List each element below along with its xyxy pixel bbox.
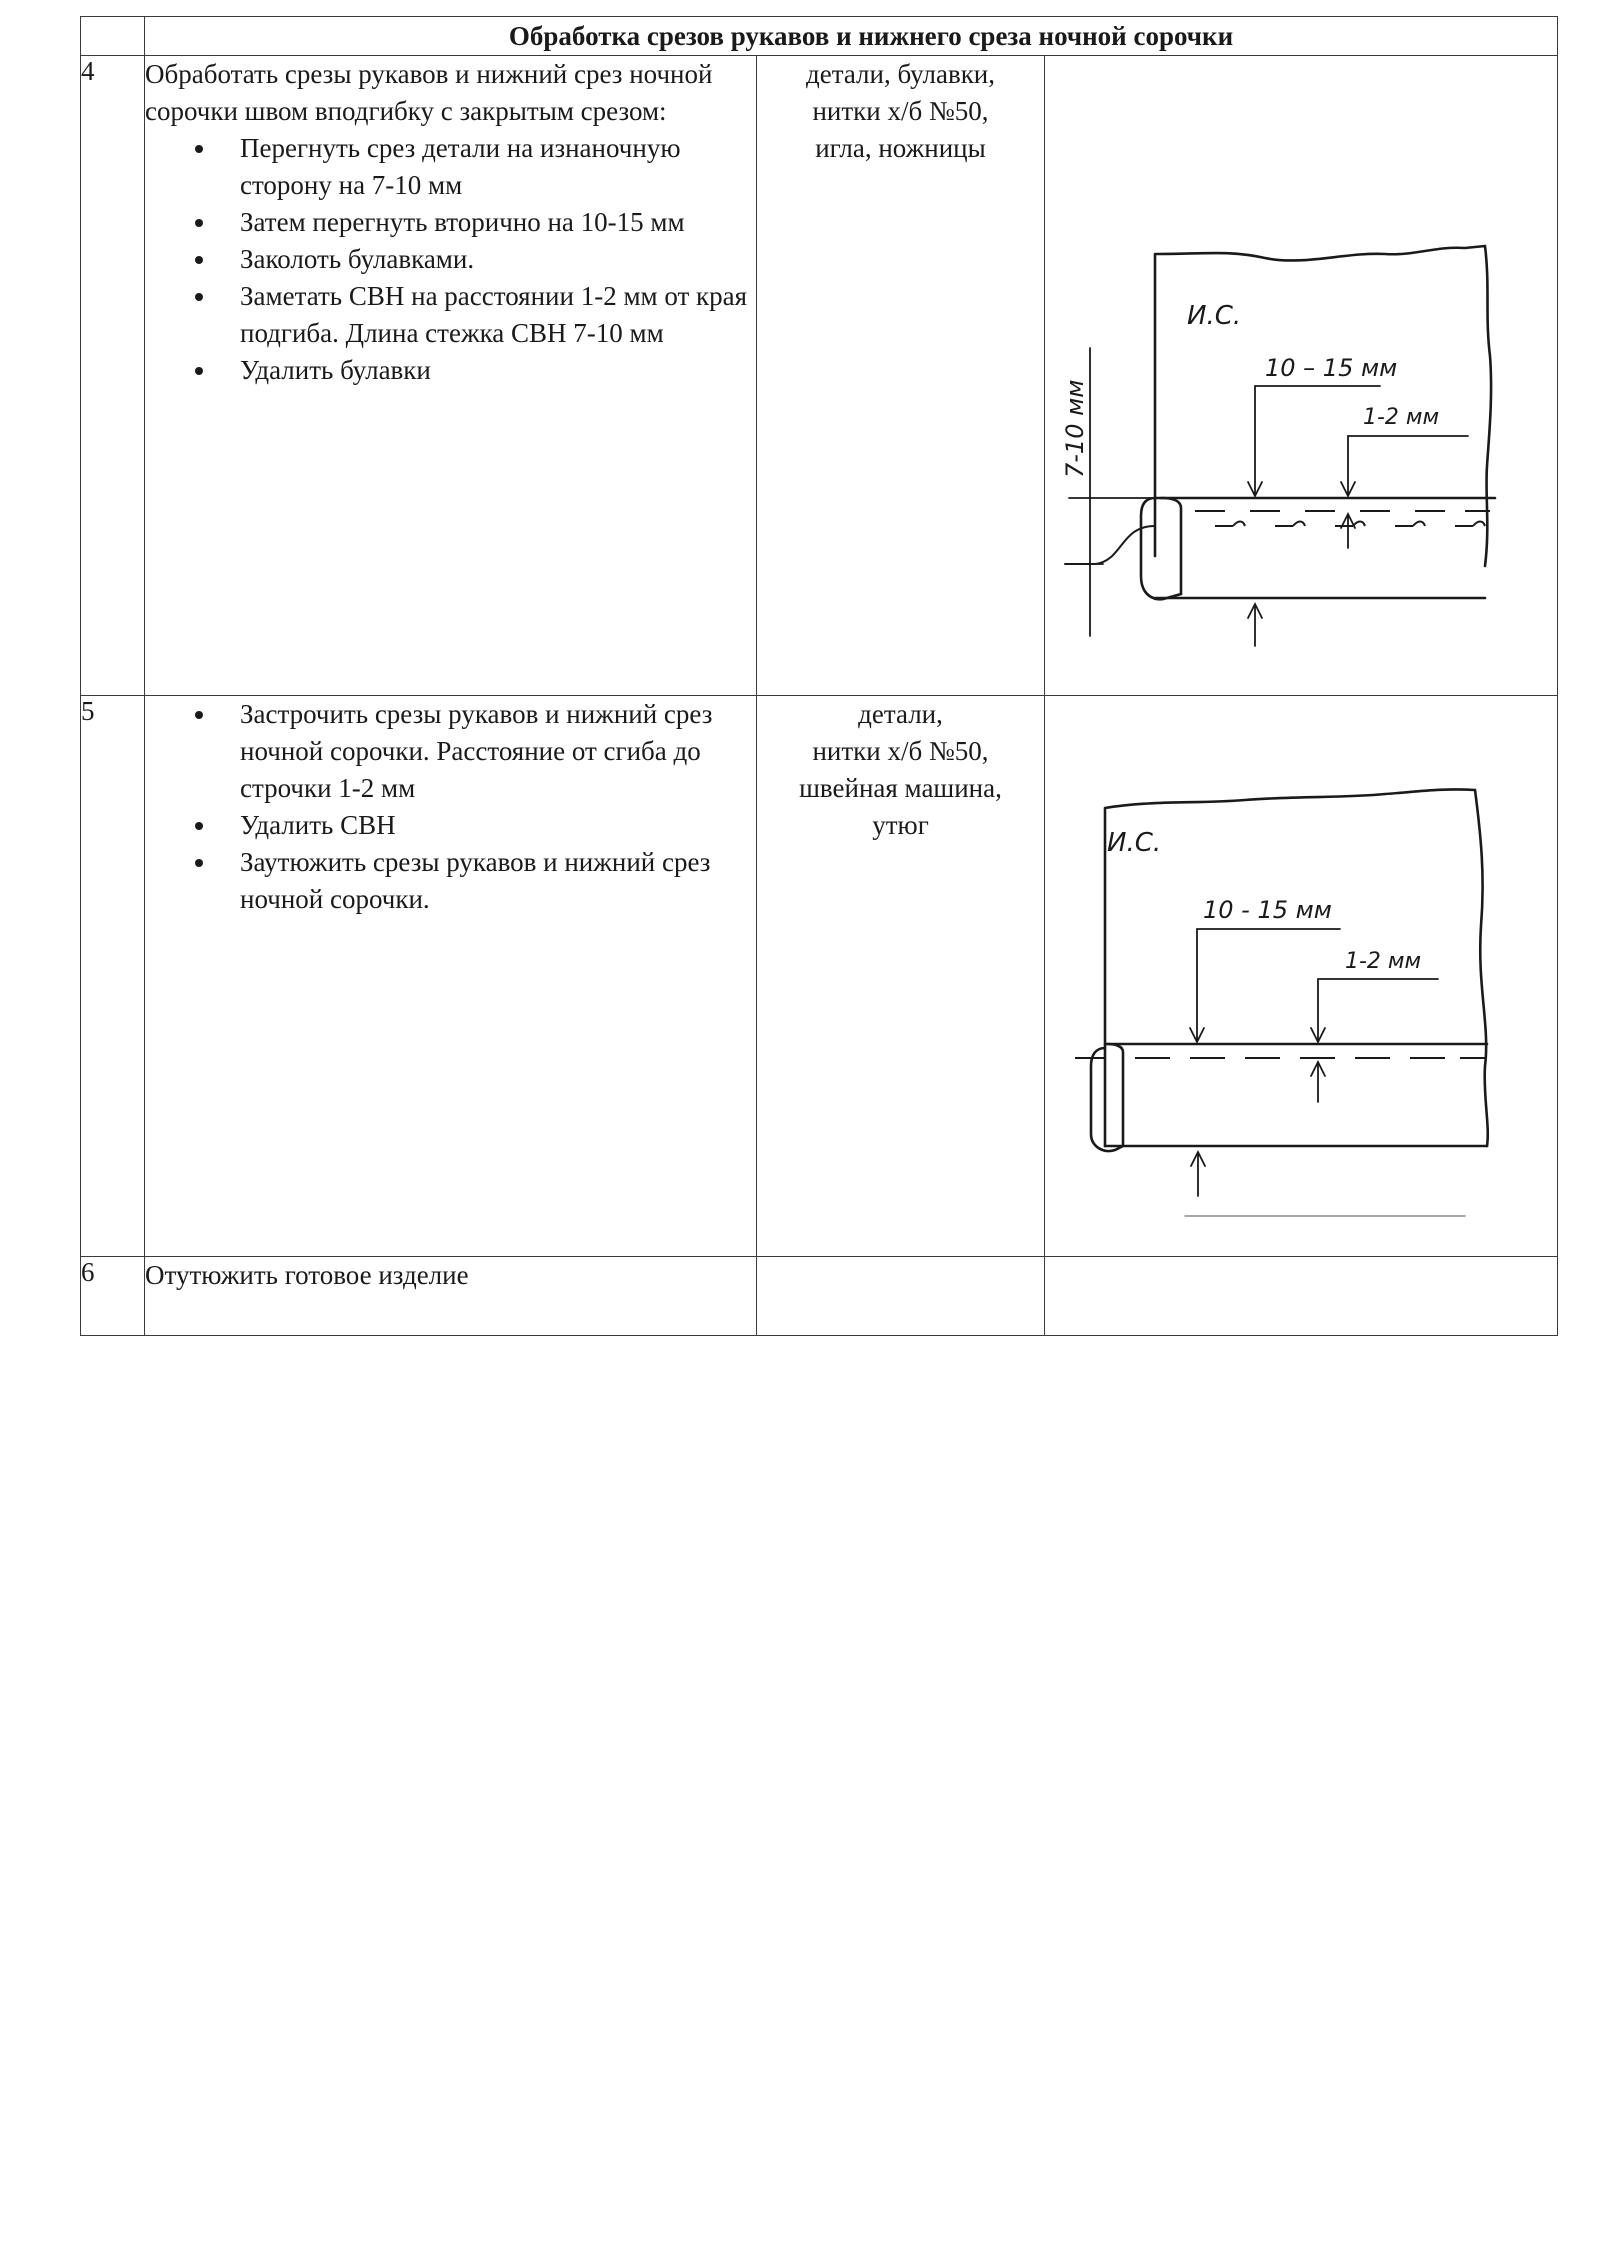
list-item: Застрочить срезы рукавов и нижний срез ночной сорочки. Расстояние от сгиба до строчки 1-2 мм	[240, 696, 756, 807]
step-number: 6	[81, 1257, 145, 1336]
dim-width-arrow	[1248, 386, 1262, 496]
list-item: Заколоть булавками.	[240, 241, 756, 278]
step-list	[145, 130, 756, 389]
dim-width-label: 10 – 15 мм	[1265, 354, 1398, 382]
dim-edge-arrow-up	[1311, 1062, 1325, 1102]
hem-fold	[1091, 1044, 1123, 1151]
materials-cell	[757, 696, 1045, 1257]
table-row	[81, 696, 1558, 1257]
step-number: 5	[81, 696, 145, 1257]
step-description: Отутюжить готовое изделие	[145, 1257, 757, 1336]
material-line: нитки х/б №50,	[812, 96, 989, 126]
fabric-outline	[1105, 789, 1488, 1146]
hem-fold	[1141, 498, 1181, 599]
hem-basting-diagram	[1045, 56, 1558, 695]
figure-cell	[1045, 696, 1558, 1257]
step-description	[145, 56, 757, 696]
list-item: Перегнуть срез детали на изнаночную сторону на 7-10 мм	[240, 130, 756, 204]
header-number-cell	[81, 17, 145, 56]
fabric-outline	[1155, 246, 1491, 566]
dim-width-label: 10 - 15 мм	[1203, 896, 1332, 924]
dim-width-arrow	[1190, 929, 1204, 1042]
list-item: Заметать СВН на расстоянии 1-2 мм от края подгиба. Длина стежка СВН 7-10 мм	[240, 278, 756, 352]
list-item: Удалить СВН	[240, 807, 756, 844]
materials-cell	[757, 56, 1045, 696]
material-line: швейная машина,	[799, 773, 1002, 803]
step-list	[145, 696, 756, 918]
dim-edge-arrow	[1311, 979, 1325, 1042]
process-table	[80, 16, 1558, 1336]
dim-edge-label: 1-2 мм	[1345, 949, 1422, 974]
dim-fold-label: 7-10 мм	[1061, 379, 1089, 478]
step-lead: Обработать срезы рукавов и нижний срез ночной сорочки швом вподгибку с закрытым срезом:	[145, 59, 713, 126]
hem-stitching-diagram	[1045, 696, 1558, 1256]
material-line: детали, булавки,	[805, 59, 996, 89]
bottom-arrow	[1191, 1152, 1205, 1196]
table-row	[81, 1257, 1558, 1336]
figure-cell	[1045, 56, 1558, 696]
dim-edge-label: 1-2 мм	[1363, 405, 1440, 430]
material-line: утюг	[872, 810, 929, 840]
material-line: нитки х/б №50,	[812, 736, 989, 766]
figure-cell	[1045, 1257, 1558, 1336]
bottom-arrow	[1248, 604, 1262, 646]
material-line: игла, ножницы	[815, 133, 986, 163]
table-header-row	[81, 17, 1558, 56]
list-item: Заутюжить срезы рукавов и нижний срез ночной сорочки.	[240, 844, 756, 918]
dim-edge-arrow-up	[1341, 514, 1355, 548]
side-label: И.С.	[1187, 301, 1242, 331]
materials-cell	[757, 1257, 1045, 1336]
table-row	[81, 56, 1558, 696]
step-description	[145, 696, 757, 1257]
dim-edge-arrow	[1341, 436, 1355, 496]
step-number: 4	[81, 56, 145, 696]
list-item: Затем перегнуть вторично на 10-15 мм	[240, 204, 756, 241]
section-title: Обработка срезов рукавов и нижнего среза ночной сорочки	[145, 17, 1558, 56]
material-line: детали,	[858, 699, 943, 729]
side-label: И.С.	[1107, 828, 1162, 858]
list-item: Удалить булавки	[240, 352, 756, 389]
